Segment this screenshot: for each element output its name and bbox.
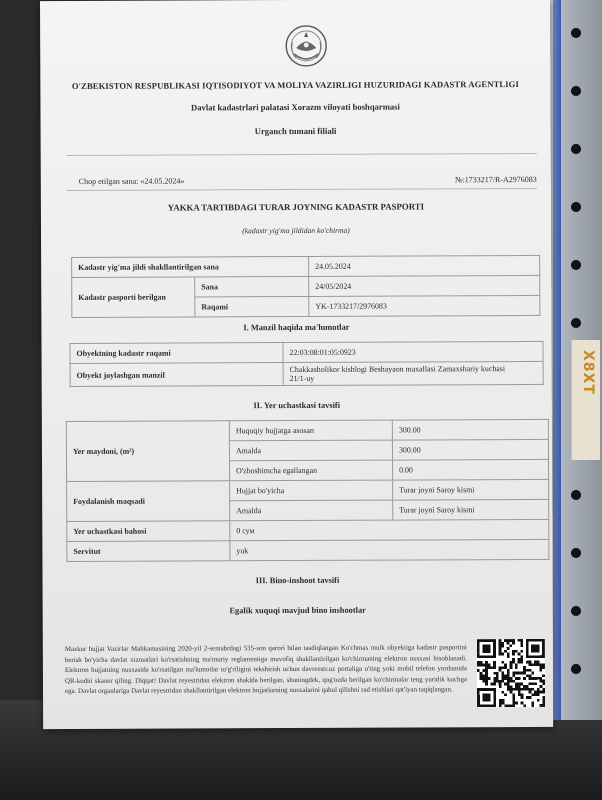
passport-document: [40, 0, 553, 729]
issue-date-label: Sana: [195, 276, 309, 296]
divider: [67, 153, 537, 156]
land-table: [66, 419, 550, 562]
servitut-value: yuk: [230, 539, 549, 560]
location-value-line1: Chakkasholikor kishlogi Beshayaon maxallasi Zamaxshariy kuchasi: [289, 364, 506, 375]
cadastre-number-value: 22:03:08:01:05:0923: [283, 341, 543, 362]
land-price-value: 0 сум: [230, 519, 549, 540]
document-title: YAKKA TARTIBDAGI TURAR JOYNING KADASTR PASPORTI: [167, 201, 425, 213]
punch-hole: [571, 490, 581, 500]
chamber-heading: Davlat kadastrlari palatasi Xorazm viloyati boshqarmasi: [190, 101, 400, 113]
issue-number-label: Raqami: [195, 296, 309, 316]
land-price-label: Yer uchastkasi bahosi: [67, 521, 230, 542]
issue-date-value: 24/05/2024: [309, 275, 540, 296]
folder-date-value: 24.05.2024: [309, 255, 540, 276]
area-row-value: 0.00: [393, 459, 549, 480]
punch-hole: [571, 86, 581, 96]
legal-footer-text: Mazkur hujjat Vazirlar Mahkamasining 2020-yil 2-sentabrdagi 535-son qarori bilan tasdiqlangan Ko'chmas mulk obyektiga kadastr pasportini berish bo'yicha davlat xizmatlari ko'rsatishning ma'muriy reglamentiga muvofiq shakllantirilgan ko'chirmaning elektron nusxasi hisoblanadi. Elektron hujjatning nusxasida ko'rsatilgan ma'lumotlar to'g'riligini tekshirish uchun davreestr.uz portaliga o'ting yoki mobil telefon yordamida QR-kodni skaner qiling. Diqqat! Davlat reyestridan elektron shaklda berilgan, shuningdek, qog'ozda berilgan ko'chirmalar teng yuridik kuchga ega. Davlat organlariga Davlat reyestridan shakllantirilgan elektron hujjatlarning nusxalarini qabul qilishni rad etishlari qat'iyan taqiqlangan.: [64, 644, 467, 696]
usage-label: Foydalanish maqsadi: [67, 481, 230, 522]
punch-hole: [571, 260, 581, 270]
print-date: Chop etilgan sana: «24.05.2024»: [78, 176, 185, 186]
passport-issued-label: Kadastr pasporti berilgan: [72, 277, 195, 318]
branch-heading: Urganch tumani filiali: [254, 125, 337, 137]
area-row-value: 300.00: [392, 439, 548, 460]
punch-hole: [571, 202, 581, 212]
area-row-label: Huquqiy hujjatga asosan: [229, 420, 392, 441]
punch-hole: [571, 28, 581, 38]
usage-row-value: Turar joyni Saroy kismi: [393, 499, 549, 520]
pocket-blue-edge: [553, 0, 561, 720]
address-table: [69, 341, 543, 387]
agency-heading: O'ZBEKISTON RESPUBLIKASI IQTISODIYOT VA MOLIYA VAZIRLIGI HUZURIDAGI KADASTR AGENTLIGI: [71, 79, 519, 91]
land-area-label: Yer maydoni, (m²): [66, 421, 229, 482]
qr-code-icon: [477, 639, 545, 707]
sticker-text: X8XT: [580, 350, 596, 395]
issue-number-value: YK-1733217/2976083: [309, 295, 540, 316]
usage-row-label: Amalda: [230, 500, 393, 521]
usage-row-label: Hujjat bo'yicha: [230, 480, 393, 501]
usage-row-value: Turar joyni Saroy kismi: [393, 479, 549, 500]
document-number: №:1733217/R-A2976083: [454, 174, 537, 185]
punch-hole: [571, 664, 581, 674]
area-row-label: Amalda: [229, 440, 392, 461]
area-row-value: 300.00: [392, 419, 548, 440]
location-label: Obyekt joylashgan manzil: [70, 363, 283, 387]
divider: [67, 188, 537, 191]
section3-title: III. Bino-inshoot tavsifi: [255, 575, 340, 586]
location-value-line2: 21/1-uy: [289, 373, 315, 384]
state-emblem-icon: [284, 24, 328, 68]
punch-hole: [571, 548, 581, 558]
punch-hole: [571, 606, 581, 616]
section1-title: I. Manzil haqida ma'lumotlar: [243, 322, 350, 333]
section2-title: II. Yer uchastkasi tavsifi: [253, 400, 341, 411]
servitut-label: Servitut: [67, 541, 230, 562]
info-table: [71, 255, 540, 318]
punch-hole: [571, 144, 581, 154]
cadastre-number-label: Obyektning kadastr raqami: [70, 343, 283, 364]
folder-date-label: Kadastr yig'ma jildi shakllantirilgan sana: [72, 256, 309, 277]
buildings-note: Egalik xuquqi mavjud bino inshootlar: [229, 605, 366, 616]
area-row-label: O'zboshimcha egallangan: [230, 460, 393, 481]
document-subtitle: (kadastr yig'ma jildidan ko'chirma): [242, 225, 350, 236]
punch-hole: [571, 318, 581, 328]
